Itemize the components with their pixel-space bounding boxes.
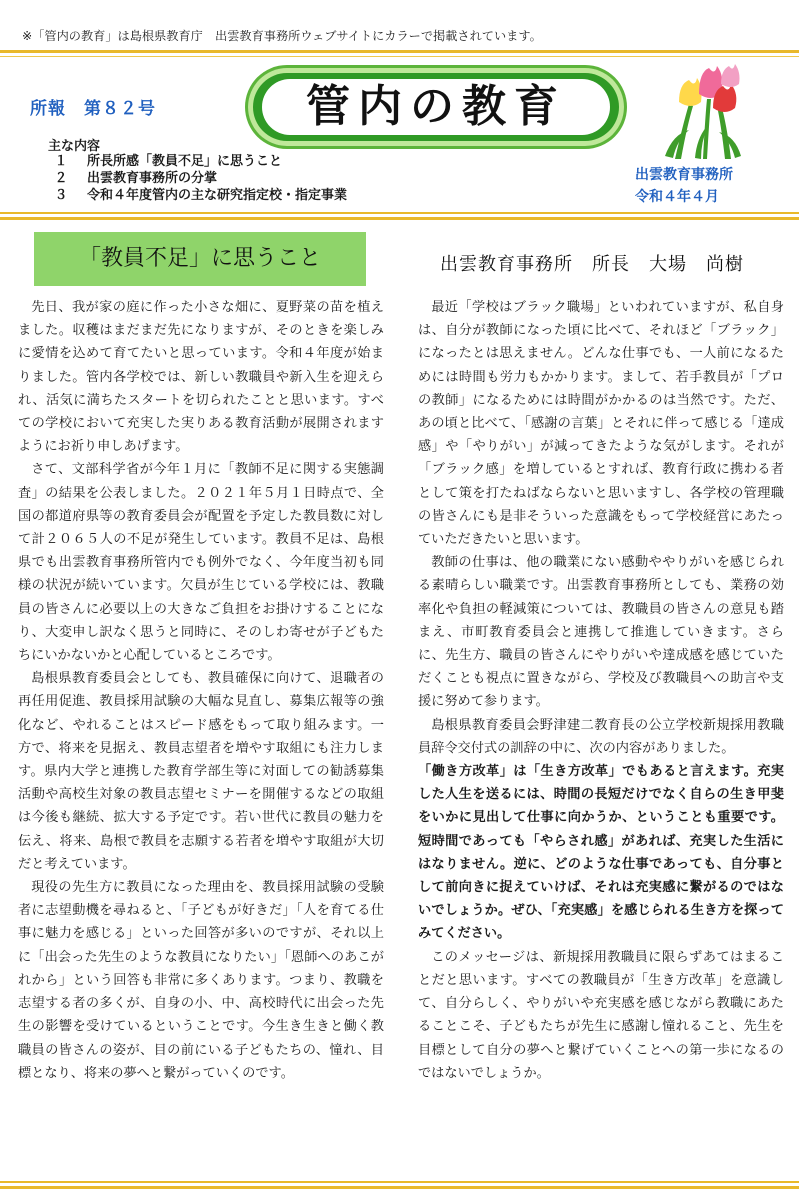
footer-rule-thick [0, 1186, 799, 1189]
paragraph: 現役の先生方に教員になった理由を、教員採用試験の受験者に志望動機を尋ねると、「子どもが好きだ」「人を育てる仕事に魅力を感じる」といった回答が多いのですが、それ以上に「出会った先生のような教員になりたい」「恩師へのあこがれから」という回答も非常に多くあります。つまり、教職を志望する者の多くが、自身の小、中、高校時代に出会った先生の影響を受けているということです。今生き生きと働く教職員の皆さんの姿が、目の前にいる子どもたちの、憧れ、目標となり、将来の夢へと繋がっていくのです。 [18, 880, 384, 1081]
contents-item-text: 出雲教育事務所の分掌 [87, 171, 218, 186]
quoted-message: 「働き方改革」は「生き方改革」でもあると言えます。充実した人生を送るには、時間の長短だけでなく自らの生き甲斐をいかに見出して仕事に向かうか、ということも重要です。短時間であっても「やらされ感」があれば、充実した生活にはなりません。逆に、どのような仕事であっても、自分事として前向きに捉えていけば、それは充実感に繋がるのではないでしょうか。ぜひ、「充実感」を感じられる生き方を探ってみてください。 [418, 764, 784, 942]
contents-item [48, 170, 347, 187]
article-column-left [18, 296, 384, 1085]
masthead-title: 管内の教育 [306, 81, 566, 132]
contents-item-number: １ [54, 154, 68, 169]
article-title: 「教員不足」に思うこと [34, 232, 366, 286]
contents-item-number: ２ [54, 171, 68, 186]
contents-item-text: 令和４年度管内の主な研究指定校・指定事業 [87, 188, 348, 203]
tulip-flowers-icon [655, 64, 755, 160]
contents-item-number: ３ [54, 188, 68, 203]
paragraph: 教師の仕事は、他の職業にない感動ややりがいを感じられる素晴らしい職業です。出雲教育事務所としても、業務の効率化や負担の軽減策については、教職員の皆さんの意見も踏まえ、市町教育委員会と連携して推進していきます。さらに、先生方、職員の皆さんにやりがいや達成感を感じていただくことも視点に置きながら、学校及び教職員への助言や支援に努めて参ります。 [418, 555, 784, 710]
issue-number: 所報 第８２号 [30, 99, 156, 119]
contents-list [48, 153, 347, 204]
contents-item-text: 所長所感「教員不足」に思うこと [87, 154, 283, 169]
paragraph: 島根県教育委員会としても、教員確保に向けて、退職者の再任用促進、教員採用試験の大幅な見直し、募集広報等の強化など、やれることはスピード感をもって取り組みます。一方で、将来を見据え、教員志望者を増やす取組にも注力します。県内大学と連携した教育学部生等に対面しての勧誘募集活動や高校生対象の教員志望セミナーを開催するなどの取組は今後も継続、拡大する予定です。若い世代に教員の魅力を伝え、将来、島根で教員を志願する若者を増やす取組が大切だと考えています。 [18, 671, 384, 872]
section-rule-thick [0, 217, 799, 220]
section-rule [0, 212, 799, 214]
office-name: 出雲教育事務所 [635, 167, 733, 183]
article-column-right [418, 296, 784, 1085]
article-author: 出雲教育事務所 所長 大場 尚樹 [440, 254, 744, 275]
contents-heading: 主な内容 [48, 139, 101, 154]
paragraph: 島根県教育委員会野津建二教育長の公立学校新規採用教職員辞令交付式の訓辞の中に、次の内容がありました。 [418, 717, 784, 756]
color-notice: ※「管内の教育」は島根県教育庁 出雲教育事務所ウェブサイトにカラーで掲載されています。 [22, 29, 542, 43]
paragraph: 先日、我が家の庭に作った小さな畑に、夏野菜の苗を植えました。収穫はまだまだ先になりますが、そのときを楽しみに愛情を込めて育てたいと思っています。令和４年度が始まりました。管内各学校では、新しい教職員や新入生を迎えられ、活気に満ちたスタートを切られたことと思います。すべての学校において充実した実りある教育活動が展開されますようにお祈り申しあげます。 [18, 300, 384, 455]
footer-rule [0, 1181, 799, 1183]
paragraph: さて、文部科学省が今年１月に「教師不足に関する実態調査」の結果を公表しました。２０２１年５月１日時点で、全国の都道府県等の教育委員会が配置を予定した教員数に対して計２０６５人の不足が発生しています。教員不足は、島根県でも出雲教育事務所管内でも例外でなく、今年度当初も同様の状況が続いています。欠員が生じている学校には、教職員の皆さんに必要以上の大きなご負担をお掛けすることになり、大変申し訳なく思うと同時に、そのしわ寄せが子どもたちにいかないかと心配しているところです。 [18, 462, 384, 664]
contents-item [48, 153, 347, 170]
issue-date: 令和４年４月 [635, 189, 719, 205]
paragraph: このメッセージは、新規採用教職員に限らずあてはまることだと思います。すべての教職員が「生き方改革」を意識して、自分らしく、やりがいや充実感を感じながら教職にあたることこそ、子どもたちが先生に感謝し憧れること、先生を目標として自分の夢へと繋げていくことへの第一歩になるのではないでしょうか。 [418, 949, 784, 1081]
header-rule-thin [0, 56, 799, 57]
paragraph: 最近「学校はブラック職場」といわれていますが、私自身は、自分が教師になった頃に比べて、それほど「ブラック」になったとは思えません。どんな仕事でも、一人前になるためには時間も労力もかかります。まして、若手教員が「プロの教師」になるためには時間がかかるのは当然です。ただ、あの頃と比べて、「感謝の言葉」とそれに伴って感じる「達成感」や「やりがい」が減ってきたような気がします。それが「ブラック感」を増しているとすれば、教育行政に携わる者として策を打たねばならないと思いますし、各学校の管理職の皆さんにも是非そういった意識をもって学校経営にあたっていただきたいと思います。 [418, 300, 784, 548]
header-rule [0, 50, 799, 53]
contents-item [48, 187, 347, 204]
office-block [635, 164, 733, 208]
